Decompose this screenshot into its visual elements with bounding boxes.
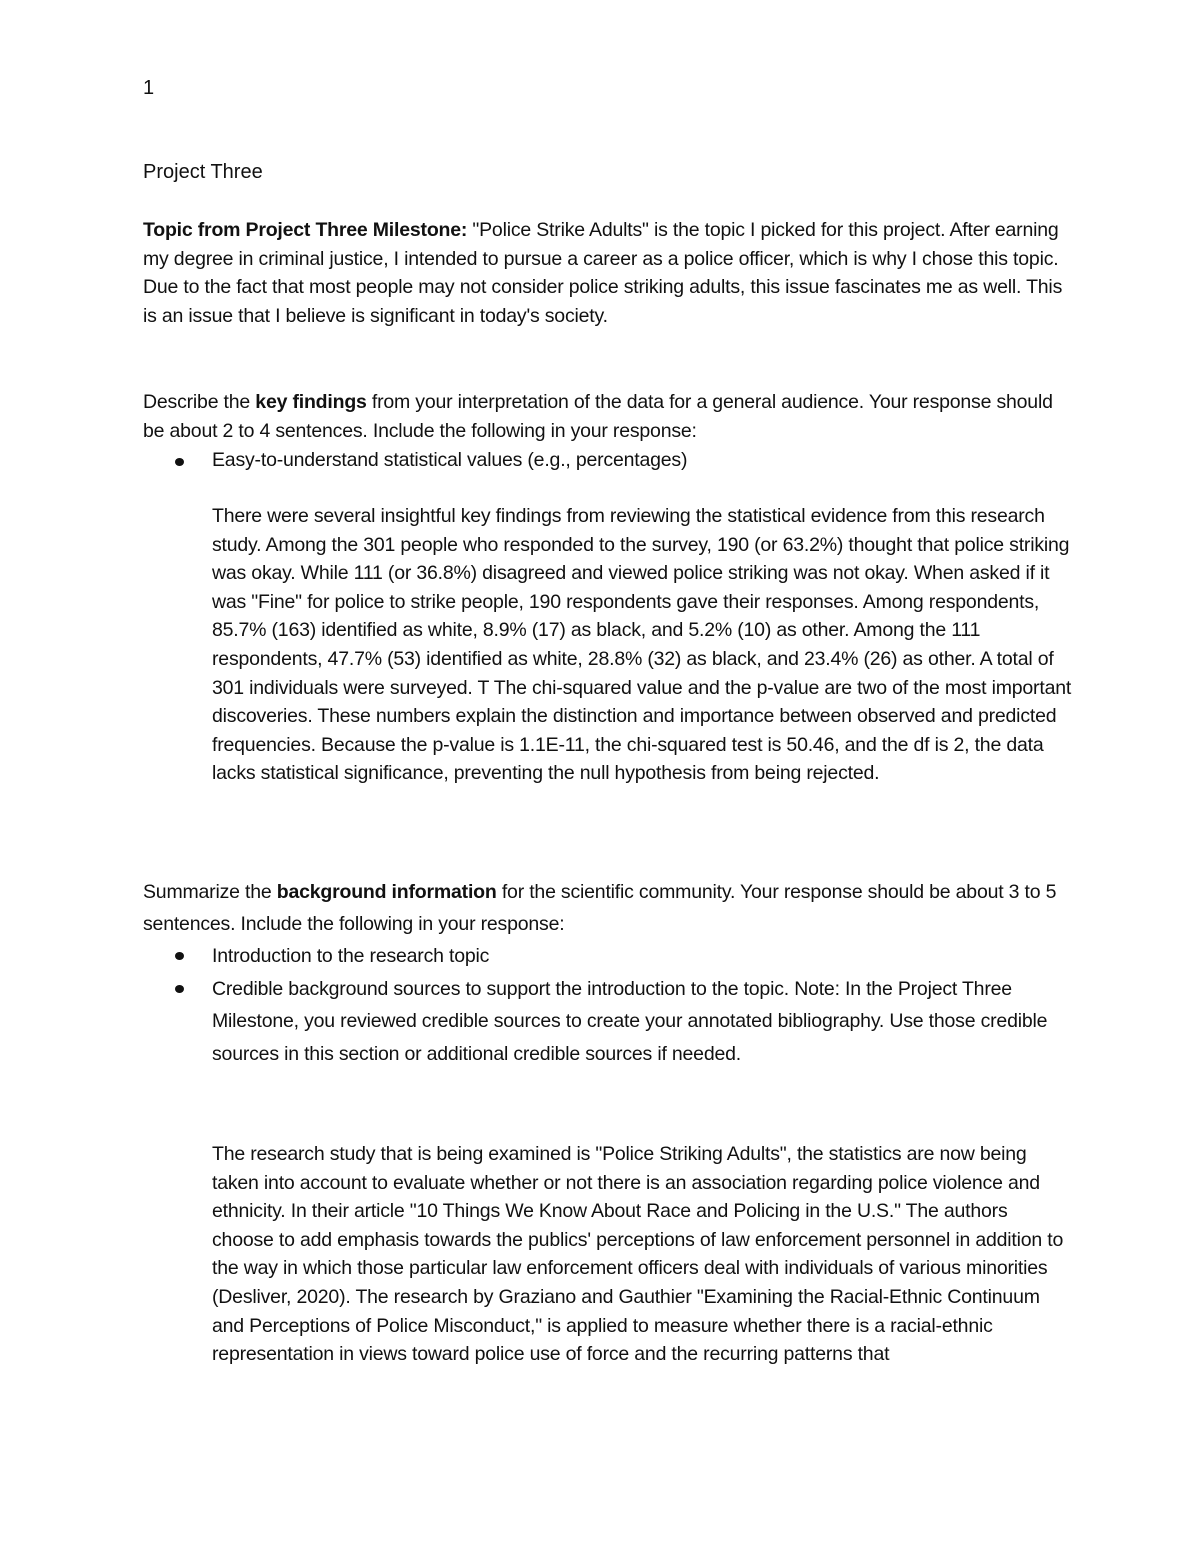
background-prompt-before: Summarize the: [143, 881, 277, 903]
bullet-icon: [175, 985, 184, 993]
key-findings-bullet-list: [170, 446, 1070, 475]
bullet-icon: [175, 458, 184, 466]
key-findings-prompt: [143, 388, 1063, 445]
background-prompt: [143, 876, 1063, 940]
background-answer: The research study that is being examined is "Police Striking Adults", the statistics are now being taken into account to evaluate whether or not there is an association regarding police violence and ethnicity. In their article "10 Things We Know About Race and Policing in the U.S." The authors choose to add emphasis towards the publics' perceptions of law enforcement personnel in addition to the way in which those particular law enforcement officers deal with individuals of various minorities (Desliver, 2020). The research by Graziano and Gauthier "Examining the Racial-Ethnic Continuum and Perceptions of Police Misconduct," is applied to measure whether there is a racial-ethnic representation in views toward police use of force and the recurring patterns that: [212, 1143, 1064, 1366]
bullet-text: Easy-to-understand statistical values (e.g., percentages): [212, 449, 688, 471]
list-item: [170, 940, 1070, 973]
key-findings-prompt-before: Describe the: [143, 391, 256, 413]
list-item: [170, 973, 1070, 1071]
topic-label: Topic from Project Three Milestone:: [143, 219, 468, 241]
document-title: Project Three: [143, 161, 263, 183]
key-findings-prompt-after: from your interpretation of the data for a general audience. Your response should be about 2 to 4 sentences. Include the following in your response:: [143, 391, 1053, 442]
bullet-text: Introduction to the research topic: [212, 945, 490, 967]
bullet-text: Credible background sources to support the introduction to the topic. Note: In the Project Three Milestone, you reviewed credible sources to create your annotated bibliography. Use those credible sources in this section or additional credible sources if needed.: [212, 977, 1048, 1065]
topic-paragraph: [143, 216, 1063, 330]
background-prompt-after: for the scientific community. Your response should be about 3 to 5 sentences. Include the following in your response:: [143, 881, 1057, 935]
bullet-icon: [175, 952, 184, 960]
background-prompt-bold: background information: [276, 881, 497, 903]
list-item: [170, 446, 1070, 475]
page-number: 1: [143, 77, 155, 99]
topic-text: "Police Strike Adults" is the topic I picked for this project. After earning my degree in criminal justice, I intended to pursue a career as a police officer, which is why I chose this topic. Due to the fact that most people may not consider police striking adults, this issue fascinates me as well. This is an issue that I believe is significant in today's society.: [143, 219, 1063, 327]
background-bullet-list: [170, 940, 1070, 1070]
key-findings-answer: There were several insightful key findings from reviewing the statistical evidence from this research study. Among the 301 people who responded to the survey, 190 (or 63.2%) thought that police striking was okay. While 111 (or 36.8%) disagreed and viewed police striking was not okay. When asked if it was "Fine" for police to strike people, 190 respondents gave their responses. Among respondents, 85.7% (163) identified as white, 8.9% (17) as black, and 5.2% (10) as other. Among the 111 respondents, 47.7% (53) identified as white, 28.8% (32) as black, and 23.4% (26) as other. A total of 301 individuals were surveyed. T The chi-squared value and the p-value are two of the most important discoveries. These numbers explain the distinction and importance between observed and predicted frequencies. Because the p-value is 1.1E-11, the chi-squared test is 50.46, and the df is 2, the data lacks statistical significance, preventing the null hypothesis from being rejected.: [212, 505, 1072, 785]
key-findings-prompt-bold: key findings: [255, 391, 367, 413]
